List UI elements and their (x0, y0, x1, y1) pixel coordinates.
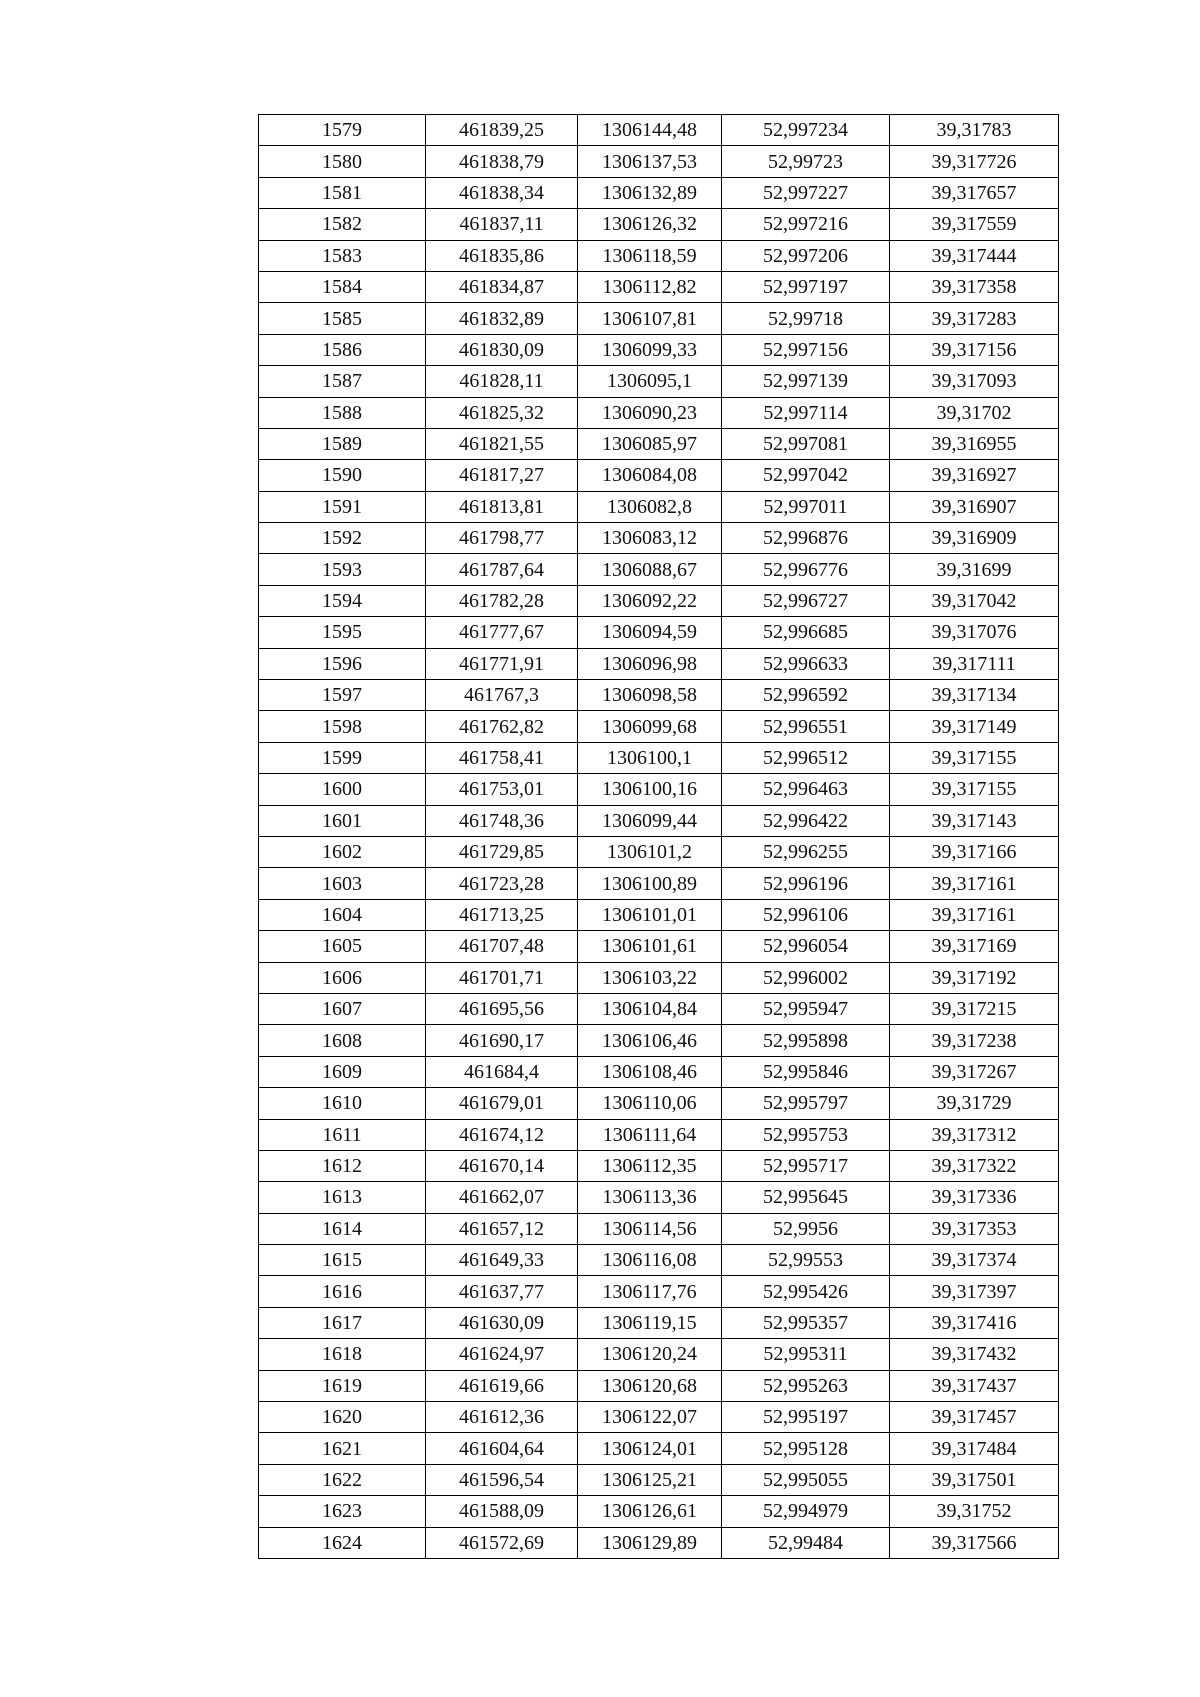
latitude-cell: 52,995947 (722, 993, 890, 1024)
y-coordinate-cell: 1306113,36 (578, 1182, 722, 1213)
latitude-cell: 52,995717 (722, 1150, 890, 1181)
point-number-cell: 1623 (259, 1496, 426, 1527)
y-coordinate-cell: 1306096,98 (578, 648, 722, 679)
longitude-cell: 39,31752 (890, 1496, 1059, 1527)
latitude-cell: 52,995311 (722, 1339, 890, 1370)
point-number-cell: 1621 (259, 1433, 426, 1464)
table-row (259, 1119, 1059, 1150)
latitude-cell: 52,997227 (722, 177, 890, 208)
y-coordinate-cell: 1306107,81 (578, 303, 722, 334)
y-coordinate-cell: 1306100,16 (578, 774, 722, 805)
table-row (259, 1496, 1059, 1527)
table-row (259, 742, 1059, 773)
point-number-cell: 1587 (259, 366, 426, 397)
longitude-cell: 39,317156 (890, 334, 1059, 365)
y-coordinate-cell: 1306118,59 (578, 240, 722, 271)
x-coordinate-cell: 461729,85 (426, 836, 578, 867)
y-coordinate-cell: 1306083,12 (578, 523, 722, 554)
table-row (259, 1433, 1059, 1464)
point-number-cell: 1584 (259, 271, 426, 302)
x-coordinate-cell: 461662,07 (426, 1182, 578, 1213)
point-number-cell: 1581 (259, 177, 426, 208)
x-coordinate-cell: 461753,01 (426, 774, 578, 805)
latitude-cell: 52,9956 (722, 1213, 890, 1244)
point-number-cell: 1612 (259, 1150, 426, 1181)
table-row (259, 1276, 1059, 1307)
y-coordinate-cell: 1306129,89 (578, 1527, 722, 1558)
table-row (259, 209, 1059, 240)
table-row (259, 1088, 1059, 1119)
x-coordinate-cell: 461637,77 (426, 1276, 578, 1307)
longitude-cell: 39,317312 (890, 1119, 1059, 1150)
longitude-cell: 39,317501 (890, 1464, 1059, 1495)
longitude-cell: 39,317457 (890, 1402, 1059, 1433)
table-row (259, 931, 1059, 962)
point-number-cell: 1613 (259, 1182, 426, 1213)
table-row (259, 146, 1059, 177)
latitude-cell: 52,995898 (722, 1025, 890, 1056)
table-row (259, 680, 1059, 711)
point-number-cell: 1602 (259, 836, 426, 867)
latitude-cell: 52,997139 (722, 366, 890, 397)
point-number-cell: 1611 (259, 1119, 426, 1150)
y-coordinate-cell: 1306111,64 (578, 1119, 722, 1150)
x-coordinate-cell: 461787,64 (426, 554, 578, 585)
longitude-cell: 39,317143 (890, 805, 1059, 836)
x-coordinate-cell: 461821,55 (426, 428, 578, 459)
latitude-cell: 52,995753 (722, 1119, 890, 1150)
x-coordinate-cell: 461825,32 (426, 397, 578, 428)
latitude-cell: 52,995645 (722, 1182, 890, 1213)
x-coordinate-cell: 461798,77 (426, 523, 578, 554)
x-coordinate-cell: 461695,56 (426, 993, 578, 1024)
longitude-cell: 39,316927 (890, 460, 1059, 491)
longitude-cell: 39,317726 (890, 146, 1059, 177)
latitude-cell: 52,995357 (722, 1307, 890, 1338)
x-coordinate-cell: 461748,36 (426, 805, 578, 836)
longitude-cell: 39,31783 (890, 115, 1059, 146)
point-number-cell: 1593 (259, 554, 426, 585)
y-coordinate-cell: 1306114,56 (578, 1213, 722, 1244)
point-number-cell: 1604 (259, 899, 426, 930)
y-coordinate-cell: 1306124,01 (578, 1433, 722, 1464)
latitude-cell: 52,997216 (722, 209, 890, 240)
table-row (259, 460, 1059, 491)
x-coordinate-cell: 461701,71 (426, 962, 578, 993)
latitude-cell: 52,995055 (722, 1464, 890, 1495)
table-row (259, 585, 1059, 616)
longitude-cell: 39,317076 (890, 617, 1059, 648)
y-coordinate-cell: 1306090,23 (578, 397, 722, 428)
y-coordinate-cell: 1306122,07 (578, 1402, 722, 1433)
table-row (259, 1402, 1059, 1433)
longitude-cell: 39,317283 (890, 303, 1059, 334)
point-number-cell: 1598 (259, 711, 426, 742)
y-coordinate-cell: 1306100,89 (578, 868, 722, 899)
point-number-cell: 1614 (259, 1213, 426, 1244)
y-coordinate-cell: 1306104,84 (578, 993, 722, 1024)
point-number-cell: 1597 (259, 680, 426, 711)
point-number-cell: 1580 (259, 146, 426, 177)
latitude-cell: 52,996876 (722, 523, 890, 554)
latitude-cell: 52,995128 (722, 1433, 890, 1464)
table-row (259, 1339, 1059, 1370)
longitude-cell: 39,316909 (890, 523, 1059, 554)
y-coordinate-cell: 1306126,32 (578, 209, 722, 240)
longitude-cell: 39,317149 (890, 711, 1059, 742)
table-row (259, 899, 1059, 930)
y-coordinate-cell: 1306099,33 (578, 334, 722, 365)
latitude-cell: 52,996727 (722, 585, 890, 616)
x-coordinate-cell: 461837,11 (426, 209, 578, 240)
point-number-cell: 1596 (259, 648, 426, 679)
latitude-cell: 52,99723 (722, 146, 890, 177)
latitude-cell: 52,995797 (722, 1088, 890, 1119)
x-coordinate-cell: 461630,09 (426, 1307, 578, 1338)
longitude-cell: 39,317397 (890, 1276, 1059, 1307)
x-coordinate-cell: 461771,91 (426, 648, 578, 679)
table-row (259, 240, 1059, 271)
y-coordinate-cell: 1306088,67 (578, 554, 722, 585)
y-coordinate-cell: 1306119,15 (578, 1307, 722, 1338)
table-row (259, 1182, 1059, 1213)
point-number-cell: 1615 (259, 1245, 426, 1276)
point-number-cell: 1607 (259, 993, 426, 1024)
y-coordinate-cell: 1306116,08 (578, 1245, 722, 1276)
y-coordinate-cell: 1306112,35 (578, 1150, 722, 1181)
point-number-cell: 1610 (259, 1088, 426, 1119)
table-row (259, 1245, 1059, 1276)
point-number-cell: 1622 (259, 1464, 426, 1495)
point-number-cell: 1619 (259, 1370, 426, 1401)
table-row (259, 1213, 1059, 1244)
x-coordinate-cell: 461813,81 (426, 491, 578, 522)
longitude-cell: 39,317322 (890, 1150, 1059, 1181)
x-coordinate-cell: 461839,25 (426, 115, 578, 146)
x-coordinate-cell: 461612,36 (426, 1402, 578, 1433)
latitude-cell: 52,997114 (722, 397, 890, 428)
latitude-cell: 52,995197 (722, 1402, 890, 1433)
x-coordinate-cell: 461835,86 (426, 240, 578, 271)
x-coordinate-cell: 461707,48 (426, 931, 578, 962)
x-coordinate-cell: 461828,11 (426, 366, 578, 397)
latitude-cell: 52,996592 (722, 680, 890, 711)
table-row (259, 523, 1059, 554)
longitude-cell: 39,317432 (890, 1339, 1059, 1370)
longitude-cell: 39,317169 (890, 931, 1059, 962)
longitude-cell: 39,316955 (890, 428, 1059, 459)
longitude-cell: 39,317657 (890, 177, 1059, 208)
latitude-cell: 52,99484 (722, 1527, 890, 1558)
table-row (259, 962, 1059, 993)
y-coordinate-cell: 1306125,21 (578, 1464, 722, 1495)
longitude-cell: 39,317042 (890, 585, 1059, 616)
y-coordinate-cell: 1306095,1 (578, 366, 722, 397)
table-row (259, 1370, 1059, 1401)
x-coordinate-cell: 461830,09 (426, 334, 578, 365)
point-number-cell: 1595 (259, 617, 426, 648)
longitude-cell: 39,31702 (890, 397, 1059, 428)
latitude-cell: 52,997206 (722, 240, 890, 271)
point-number-cell: 1586 (259, 334, 426, 365)
x-coordinate-cell: 461679,01 (426, 1088, 578, 1119)
y-coordinate-cell: 1306082,8 (578, 491, 722, 522)
point-number-cell: 1608 (259, 1025, 426, 1056)
latitude-cell: 52,99553 (722, 1245, 890, 1276)
longitude-cell: 39,31699 (890, 554, 1059, 585)
y-coordinate-cell: 1306120,68 (578, 1370, 722, 1401)
y-coordinate-cell: 1306110,06 (578, 1088, 722, 1119)
latitude-cell: 52,997042 (722, 460, 890, 491)
latitude-cell: 52,995263 (722, 1370, 890, 1401)
table-row (259, 774, 1059, 805)
point-number-cell: 1600 (259, 774, 426, 805)
point-number-cell: 1606 (259, 962, 426, 993)
longitude-cell: 39,317336 (890, 1182, 1059, 1213)
table-row (259, 711, 1059, 742)
point-number-cell: 1588 (259, 397, 426, 428)
x-coordinate-cell: 461684,4 (426, 1056, 578, 1087)
y-coordinate-cell: 1306092,22 (578, 585, 722, 616)
x-coordinate-cell: 461588,09 (426, 1496, 578, 1527)
x-coordinate-cell: 461834,87 (426, 271, 578, 302)
x-coordinate-cell: 461604,64 (426, 1433, 578, 1464)
point-number-cell: 1590 (259, 460, 426, 491)
point-number-cell: 1605 (259, 931, 426, 962)
latitude-cell: 52,996054 (722, 931, 890, 962)
y-coordinate-cell: 1306084,08 (578, 460, 722, 491)
table-row (259, 836, 1059, 867)
longitude-cell: 39,317161 (890, 899, 1059, 930)
table-row (259, 271, 1059, 302)
longitude-cell: 39,317267 (890, 1056, 1059, 1087)
y-coordinate-cell: 1306099,68 (578, 711, 722, 742)
longitude-cell: 39,317192 (890, 962, 1059, 993)
table-row (259, 868, 1059, 899)
point-number-cell: 1579 (259, 115, 426, 146)
longitude-cell: 39,31729 (890, 1088, 1059, 1119)
y-coordinate-cell: 1306101,2 (578, 836, 722, 867)
longitude-cell: 39,317134 (890, 680, 1059, 711)
latitude-cell: 52,997197 (722, 271, 890, 302)
latitude-cell: 52,995426 (722, 1276, 890, 1307)
longitude-cell: 39,317111 (890, 648, 1059, 679)
table-row (259, 648, 1059, 679)
latitude-cell: 52,996551 (722, 711, 890, 742)
table-row (259, 1307, 1059, 1338)
y-coordinate-cell: 1306101,61 (578, 931, 722, 962)
x-coordinate-cell: 461657,12 (426, 1213, 578, 1244)
latitude-cell: 52,996422 (722, 805, 890, 836)
point-number-cell: 1591 (259, 491, 426, 522)
point-number-cell: 1616 (259, 1276, 426, 1307)
coordinates-table (258, 114, 1059, 1559)
table-row (259, 1056, 1059, 1087)
latitude-cell: 52,997011 (722, 491, 890, 522)
x-coordinate-cell: 461758,41 (426, 742, 578, 773)
point-number-cell: 1583 (259, 240, 426, 271)
latitude-cell: 52,996633 (722, 648, 890, 679)
longitude-cell: 39,316907 (890, 491, 1059, 522)
table-row (259, 1464, 1059, 1495)
longitude-cell: 39,317215 (890, 993, 1059, 1024)
table-row (259, 115, 1059, 146)
point-number-cell: 1594 (259, 585, 426, 616)
x-coordinate-cell: 461832,89 (426, 303, 578, 334)
longitude-cell: 39,317374 (890, 1245, 1059, 1276)
y-coordinate-cell: 1306100,1 (578, 742, 722, 773)
longitude-cell: 39,317238 (890, 1025, 1059, 1056)
latitude-cell: 52,994979 (722, 1496, 890, 1527)
table-row (259, 177, 1059, 208)
latitude-cell: 52,995846 (722, 1056, 890, 1087)
table-row (259, 397, 1059, 428)
y-coordinate-cell: 1306120,24 (578, 1339, 722, 1370)
longitude-cell: 39,317155 (890, 774, 1059, 805)
longitude-cell: 39,317416 (890, 1307, 1059, 1338)
table-row (259, 366, 1059, 397)
x-coordinate-cell: 461838,79 (426, 146, 578, 177)
x-coordinate-cell: 461838,34 (426, 177, 578, 208)
longitude-cell: 39,317566 (890, 1527, 1059, 1558)
point-number-cell: 1617 (259, 1307, 426, 1338)
latitude-cell: 52,996512 (722, 742, 890, 773)
table-row (259, 334, 1059, 365)
point-number-cell: 1609 (259, 1056, 426, 1087)
y-coordinate-cell: 1306106,46 (578, 1025, 722, 1056)
x-coordinate-cell: 461690,17 (426, 1025, 578, 1056)
x-coordinate-cell: 461596,54 (426, 1464, 578, 1495)
x-coordinate-cell: 461817,27 (426, 460, 578, 491)
table-row (259, 428, 1059, 459)
point-number-cell: 1582 (259, 209, 426, 240)
longitude-cell: 39,317358 (890, 271, 1059, 302)
latitude-cell: 52,997156 (722, 334, 890, 365)
point-number-cell: 1620 (259, 1402, 426, 1433)
latitude-cell: 52,997081 (722, 428, 890, 459)
table-row (259, 617, 1059, 648)
x-coordinate-cell: 461649,33 (426, 1245, 578, 1276)
y-coordinate-cell: 1306112,82 (578, 271, 722, 302)
x-coordinate-cell: 461674,12 (426, 1119, 578, 1150)
x-coordinate-cell: 461624,97 (426, 1339, 578, 1370)
y-coordinate-cell: 1306137,53 (578, 146, 722, 177)
longitude-cell: 39,317437 (890, 1370, 1059, 1401)
x-coordinate-cell: 461767,3 (426, 680, 578, 711)
x-coordinate-cell: 461762,82 (426, 711, 578, 742)
longitude-cell: 39,317161 (890, 868, 1059, 899)
latitude-cell: 52,996776 (722, 554, 890, 585)
longitude-cell: 39,317155 (890, 742, 1059, 773)
coordinates-table-body (259, 115, 1059, 1559)
table-row (259, 993, 1059, 1024)
longitude-cell: 39,317093 (890, 366, 1059, 397)
x-coordinate-cell: 461777,67 (426, 617, 578, 648)
latitude-cell: 52,996196 (722, 868, 890, 899)
y-coordinate-cell: 1306108,46 (578, 1056, 722, 1087)
latitude-cell: 52,997234 (722, 115, 890, 146)
longitude-cell: 39,317559 (890, 209, 1059, 240)
y-coordinate-cell: 1306094,59 (578, 617, 722, 648)
point-number-cell: 1624 (259, 1527, 426, 1558)
x-coordinate-cell: 461782,28 (426, 585, 578, 616)
y-coordinate-cell: 1306144,48 (578, 115, 722, 146)
point-number-cell: 1592 (259, 523, 426, 554)
point-number-cell: 1585 (259, 303, 426, 334)
longitude-cell: 39,317166 (890, 836, 1059, 867)
y-coordinate-cell: 1306085,97 (578, 428, 722, 459)
latitude-cell: 52,99718 (722, 303, 890, 334)
y-coordinate-cell: 1306117,76 (578, 1276, 722, 1307)
point-number-cell: 1599 (259, 742, 426, 773)
point-number-cell: 1603 (259, 868, 426, 899)
y-coordinate-cell: 1306132,89 (578, 177, 722, 208)
latitude-cell: 52,996463 (722, 774, 890, 805)
y-coordinate-cell: 1306103,22 (578, 962, 722, 993)
table-row (259, 303, 1059, 334)
point-number-cell: 1618 (259, 1339, 426, 1370)
y-coordinate-cell: 1306099,44 (578, 805, 722, 836)
longitude-cell: 39,317484 (890, 1433, 1059, 1464)
x-coordinate-cell: 461670,14 (426, 1150, 578, 1181)
x-coordinate-cell: 461713,25 (426, 899, 578, 930)
y-coordinate-cell: 1306101,01 (578, 899, 722, 930)
x-coordinate-cell: 461572,69 (426, 1527, 578, 1558)
latitude-cell: 52,996685 (722, 617, 890, 648)
table-row (259, 491, 1059, 522)
table-row (259, 554, 1059, 585)
latitude-cell: 52,996106 (722, 899, 890, 930)
point-number-cell: 1589 (259, 428, 426, 459)
table-row (259, 1527, 1059, 1558)
table-row (259, 805, 1059, 836)
y-coordinate-cell: 1306098,58 (578, 680, 722, 711)
latitude-cell: 52,996002 (722, 962, 890, 993)
table-row (259, 1150, 1059, 1181)
x-coordinate-cell: 461619,66 (426, 1370, 578, 1401)
table-row (259, 1025, 1059, 1056)
longitude-cell: 39,317444 (890, 240, 1059, 271)
longitude-cell: 39,317353 (890, 1213, 1059, 1244)
point-number-cell: 1601 (259, 805, 426, 836)
latitude-cell: 52,996255 (722, 836, 890, 867)
y-coordinate-cell: 1306126,61 (578, 1496, 722, 1527)
x-coordinate-cell: 461723,28 (426, 868, 578, 899)
